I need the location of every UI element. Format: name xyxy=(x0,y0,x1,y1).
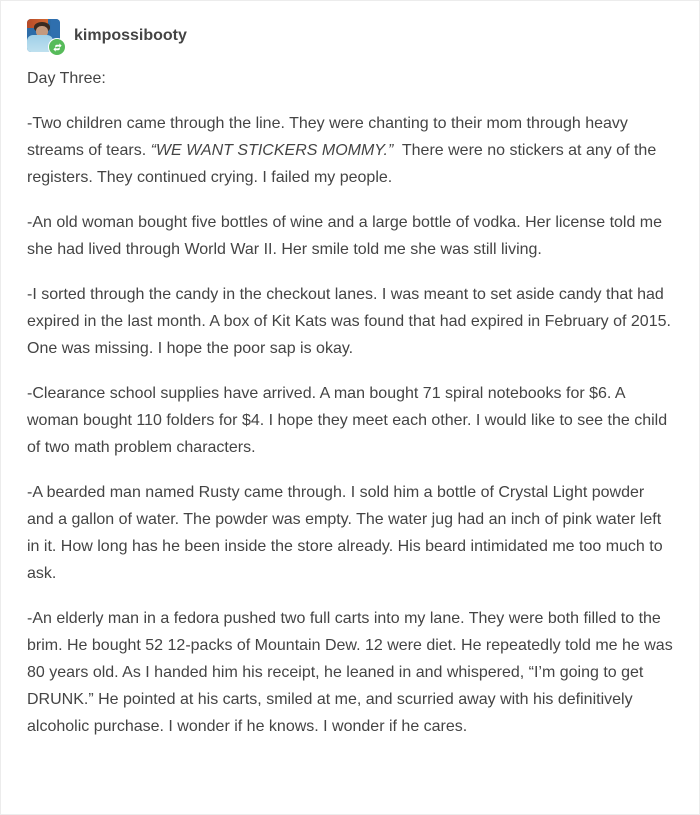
post-paragraph xyxy=(27,380,673,461)
paragraph-segment: -Two children came through the line. They were chanting to their mom through heavy streams of tears. xyxy=(27,115,628,159)
post-paragraph xyxy=(27,281,673,362)
post-paragraph xyxy=(27,209,673,263)
paragraph-segment: -An elderly man in a fedora pushed two full carts into my lane. They were both filled to the brim. He bought 52 12-packs of Mountain Dew. 12 were diet. He repeatedly told me he was 80 years old. As I handed him his receipt, he leaned in and whispered, “I’m going to get DRUNK.” He pointed at his carts, smiled at me, and scurried away with his definitively alcoholic purchase. I wonder if he knows. I wonder if he cares. xyxy=(27,610,673,735)
post-body xyxy=(27,65,673,740)
post-paragraph xyxy=(27,110,673,191)
paragraph-segment: -An old woman bought five bottles of wine and a large bottle of vodka. Her license told me she had lived through World War II. Her smile told me she was still living. xyxy=(27,214,663,258)
post-header xyxy=(27,19,673,52)
paragraph-segment: -Clearance school supplies have arrived. A man bought 71 spiral notebooks for $6. A woman bought 110 folders for $4. I hope they meet each other. I would like to see the child of two math problem characters. xyxy=(27,385,668,456)
username-link[interactable]: kimpossibooty xyxy=(74,26,187,44)
paragraph-segment: There were no stickers at any of the registers. They continued crying. I failed my people. xyxy=(27,142,657,186)
reblog-badge xyxy=(48,38,66,56)
paragraph-segment: -I sorted through the candy in the checkout lanes. I was meant to set aside candy that had expired in the last month. A box of Kit Kats was found that had expired in February of 2015. One was missing. I hope the poor sap is okay. xyxy=(27,286,671,357)
reblog-icon xyxy=(52,42,63,53)
avatar[interactable] xyxy=(27,19,60,52)
post-paragraph xyxy=(27,479,673,587)
paragraph-italic-segment: “WE WANT STICKERS MOMMY.” xyxy=(150,142,394,159)
paragraph-segment: -A bearded man named Rusty came through. I sold him a bottle of Crystal Light powder and a gallon of water. The powder was empty. The water jug had an inch of pink water left in it. How long has he been inside the store already. His beard intimidated me too much to ask. xyxy=(27,484,663,582)
paragraph-segment: Day Three: xyxy=(27,70,106,87)
post-paragraph xyxy=(27,605,673,740)
post-paragraph xyxy=(27,65,673,92)
